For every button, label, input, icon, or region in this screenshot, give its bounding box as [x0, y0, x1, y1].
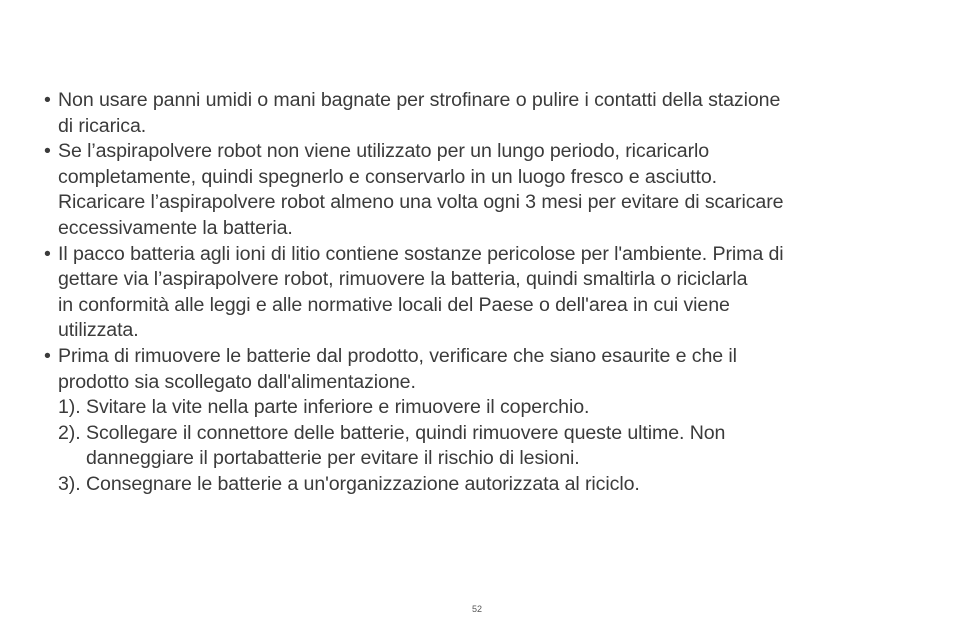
step-item — [58, 472, 924, 498]
step-number: 2). — [58, 421, 81, 444]
page-number: 52 — [471, 604, 482, 614]
step-text-line: Consegnare le batterie a un'organizzazione autorizzata al riciclo. — [86, 472, 640, 495]
step-item — [58, 395, 924, 421]
step-item — [58, 421, 924, 472]
step-text-line: Svitare la vite nella parte inferiore e rimuovere il coperchio. — [86, 396, 590, 419]
safety-instructions — [44, 88, 924, 498]
bullet-text-line: Prima di rimuovere le batterie dal prodotto, verificare che siano esaurite e che il — [58, 344, 737, 367]
step-text-line: danneggiare il portabatterie per evitare il rischio di lesioni. — [86, 447, 580, 470]
bullet-text-line: prodotto sia scollegato dall'alimentazione. — [58, 370, 416, 393]
bullet-text-line: Non usare panni umidi o mani bagnate per strofinare o pulire i contatti della stazione — [58, 89, 781, 111]
bullet-text-line: completamente, quindi spegnerlo e conservarlo in un luogo fresco e asciutto. — [58, 165, 717, 188]
bullet-text-line: eccessivamente la batteria. — [58, 216, 293, 239]
bullet-text-line: Ricaricare l’aspirapolvere robot almeno una volta ogni 3 mesi per evitare di scaricare — [58, 191, 784, 214]
bullet-text-line: Se l’aspirapolvere robot non viene utilizzato per un lungo periodo, ricaricarlo — [58, 140, 710, 163]
bullet-item — [44, 139, 924, 241]
bullet-item — [44, 242, 924, 344]
step-number: 3). — [58, 472, 81, 495]
bullet-marker: • — [44, 89, 51, 111]
bullet-text-line: Il pacco batteria agli ioni di litio contiene sostanze pericolose per l'ambiente. Prima di — [58, 242, 784, 265]
bullet-marker: • — [44, 140, 51, 163]
bullet-marker: • — [44, 344, 51, 367]
bullet-item — [44, 88, 924, 139]
bullet-text-line: in conformità alle leggi e alle normative locali del Paese o dell'area in cui viene — [58, 293, 730, 316]
bullet-marker: • — [44, 242, 51, 265]
step-text-line: Scollegare il connettore delle batterie, quindi rimuovere queste ultime. Non — [86, 421, 726, 444]
bullet-text-line: utilizzata. — [58, 319, 139, 342]
step-number: 1). — [58, 396, 81, 419]
bullet-text-line: di ricarica. — [58, 114, 147, 137]
bullet-item — [44, 344, 924, 498]
bullet-text-line: gettare via l’aspirapolvere robot, rimuovere la batteria, quindi smaltirla o riciclarla — [58, 268, 748, 291]
removal-steps — [58, 395, 924, 497]
